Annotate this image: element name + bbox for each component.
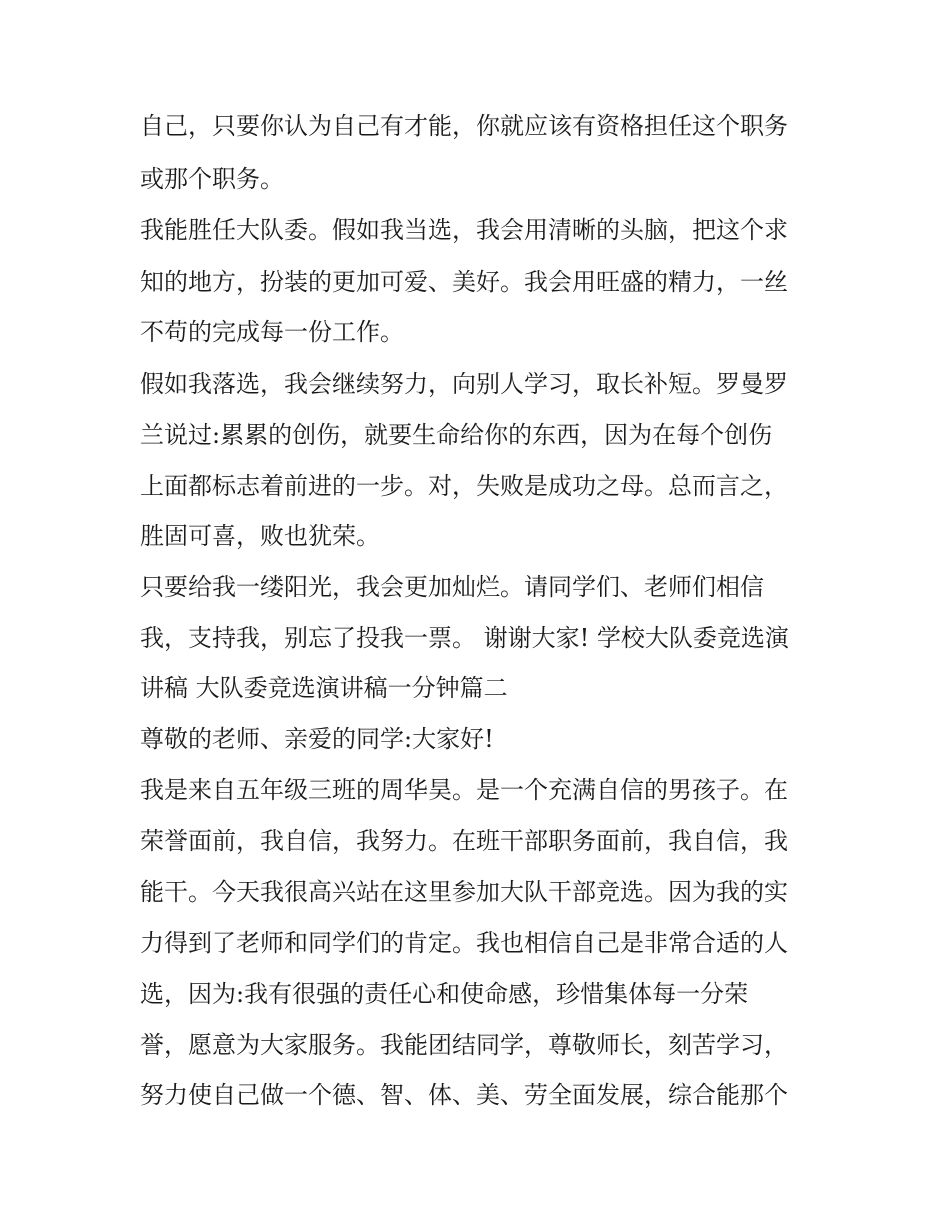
text-line: 或那个职务。 [140,165,284,193]
text-line: 尊敬的老师、亲爱的同学:大家好! [140,725,494,753]
text-line: 上面都标志着前进的一步。对，失败是成功之母。总而言之， [140,472,788,500]
text-line: 兰说过:累累的创伤，就要生命给你的东西，因为在每个创伤 [140,421,773,449]
text-line: 我能胜任大队委。假如我当选，我会用清晰的头脑，把这个求 [140,216,788,244]
text-line: 胜固可喜，败也犹荣。 [140,522,380,550]
text-line: 能干。今天我很高兴站在这里参加大队干部竞选。因为我的实 [140,878,788,906]
text-line: 我是来自五年级三班的周华昊。是一个充满自信的男孩子。在 [140,776,788,804]
text-line: 假如我落选，我会继续努力，向别人学习，取长补短。罗曼罗 [140,370,788,398]
text-line: 我，支持我，别忘了投我一票。 谢谢大家! 学校大队委竞选演 [140,624,789,652]
text-line: 自己，只要你认为自己有才能，你就应该有资格担任这个职务 [140,112,788,140]
text-line: 努力使自己做一个德、智、体、美、劳全面发展，综合能那个 [140,1081,788,1109]
text-line: 讲稿 大队委竞选演讲稿一分钟篇二 [140,674,508,702]
text-line: 荣誉面前，我自信，我努力。在班干部职务面前，我自信，我 [140,827,788,855]
text-line: 力得到了老师和同学们的肯定。我也相信自己是非常合适的人 [140,929,788,957]
text-line: 知的地方，扮装的更加可爱、美好。我会用旺盛的精力，一丝 [140,268,788,296]
text-line: 只要给我一缕阳光，我会更加灿烂。请同学们、老师们相信 [140,573,764,601]
text-line: 选，因为:我有很强的责任心和使命感，珍惜集体每一分荣 [140,980,749,1008]
text-line: 不苟的完成每一份工作。 [140,318,404,346]
text-line: 誉，愿意为大家服务。我能团结同学，尊敬师长，刻苦学习， [140,1031,788,1059]
